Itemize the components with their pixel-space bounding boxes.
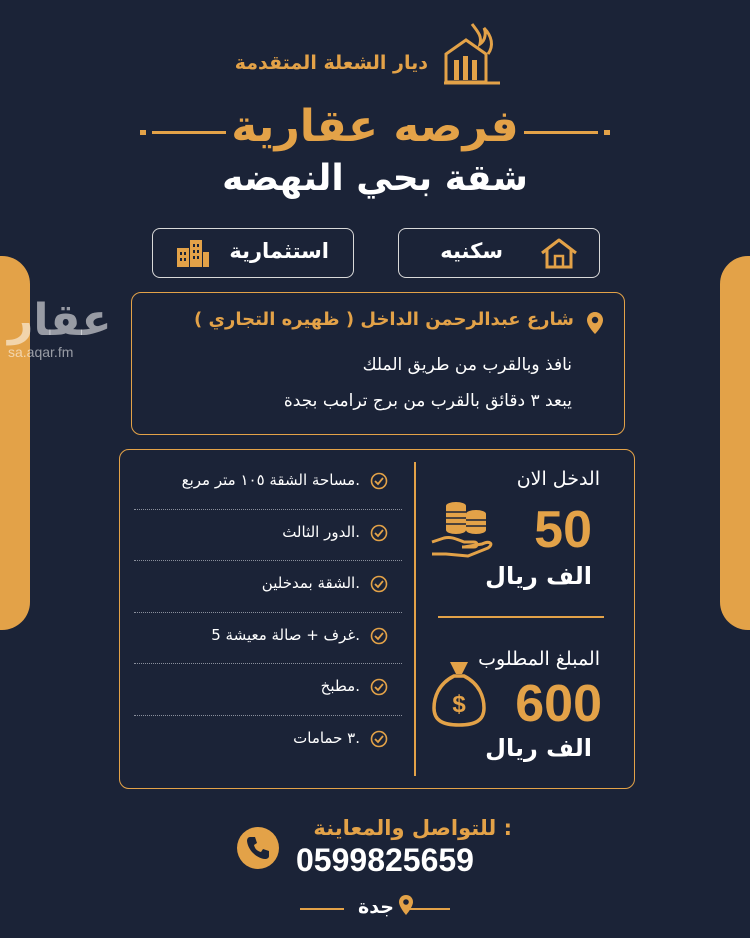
coins-hand-icon [430, 492, 496, 560]
check-circle-icon [370, 730, 388, 748]
contact-phone[interactable]: 0599825659 [296, 842, 474, 878]
pricing-divider [438, 616, 604, 618]
details-box [119, 449, 635, 789]
location-box [131, 292, 625, 435]
check-circle-icon [370, 627, 388, 645]
feature-item [134, 613, 402, 665]
check-circle-icon [370, 472, 388, 490]
city-line-right [406, 908, 450, 910]
required-amount-label: المبلغ المطلوب [478, 648, 600, 670]
headline [140, 94, 610, 164]
feature-item [134, 664, 402, 716]
buildings-icon [175, 238, 211, 268]
feature-text: مساحة الشقة ١٠٥ متر مربع. [181, 471, 360, 489]
money-bag-icon [430, 658, 488, 728]
location-note: نافذ وبالقرب من طريق الملك [362, 355, 572, 375]
brand-name: ديار الشعلة المتقدمة [234, 52, 428, 74]
down-payment-label: الدخل الان [516, 468, 600, 490]
feature-item [134, 510, 402, 562]
feature-text: 5 غرف + صالة معيشة. [211, 625, 360, 644]
title-line-right [524, 131, 598, 134]
feature-item [134, 561, 402, 613]
check-circle-icon [370, 678, 388, 696]
required-amount-value: 600 [515, 675, 602, 733]
city-line-left [300, 908, 344, 910]
watermark [8, 296, 112, 360]
feature-text: الشقة بمدخلين. [261, 574, 360, 592]
investment-tag-label: استثمارية [229, 239, 329, 263]
features-list [134, 458, 402, 767]
location-street: شارع عبدالرحمن الداخل ( ظهيره التجاري ) [194, 309, 574, 330]
page-subtitle: شقة بحي النهضه [222, 158, 528, 199]
feature-text: الدور الثالث. [282, 522, 360, 541]
check-circle-icon [370, 575, 388, 593]
svg-text:$: $ [452, 691, 466, 718]
brand-logo [230, 20, 520, 90]
down-payment-unit: الف ريال [485, 562, 592, 590]
flame-building-icon [442, 20, 502, 86]
right-side-tab [720, 256, 750, 630]
page-title: فرصه عقارية [231, 101, 519, 152]
pricing-column [416, 450, 634, 788]
feature-item [134, 716, 402, 768]
watermark-url: sa.aqar.fm [8, 344, 74, 360]
residential-tag-label: سكنيه [440, 239, 503, 263]
city-name: جدة [358, 896, 394, 918]
feature-text: مطبخ. [320, 677, 360, 695]
location-pin-icon [586, 311, 604, 335]
city-row [300, 886, 450, 926]
down-payment-value: 50 [534, 501, 592, 559]
phone-icon[interactable] [236, 826, 280, 870]
location-note: يبعد ٣ دقائق بالقرب من برج ترامب بجدة [283, 391, 572, 411]
required-amount-unit: الف ريال [485, 734, 592, 762]
check-circle-icon [370, 524, 388, 542]
residential-tag [398, 228, 600, 278]
investment-tag [152, 228, 354, 278]
title-dash-right [604, 130, 610, 135]
location-pin-icon [398, 894, 414, 916]
feature-item [134, 458, 402, 510]
house-icon [539, 237, 579, 269]
feature-text: ٣ حمامات. [293, 728, 360, 747]
watermark-text: عقار [8, 295, 112, 346]
contact-label: للتواصل والمعاينة : [313, 816, 512, 840]
